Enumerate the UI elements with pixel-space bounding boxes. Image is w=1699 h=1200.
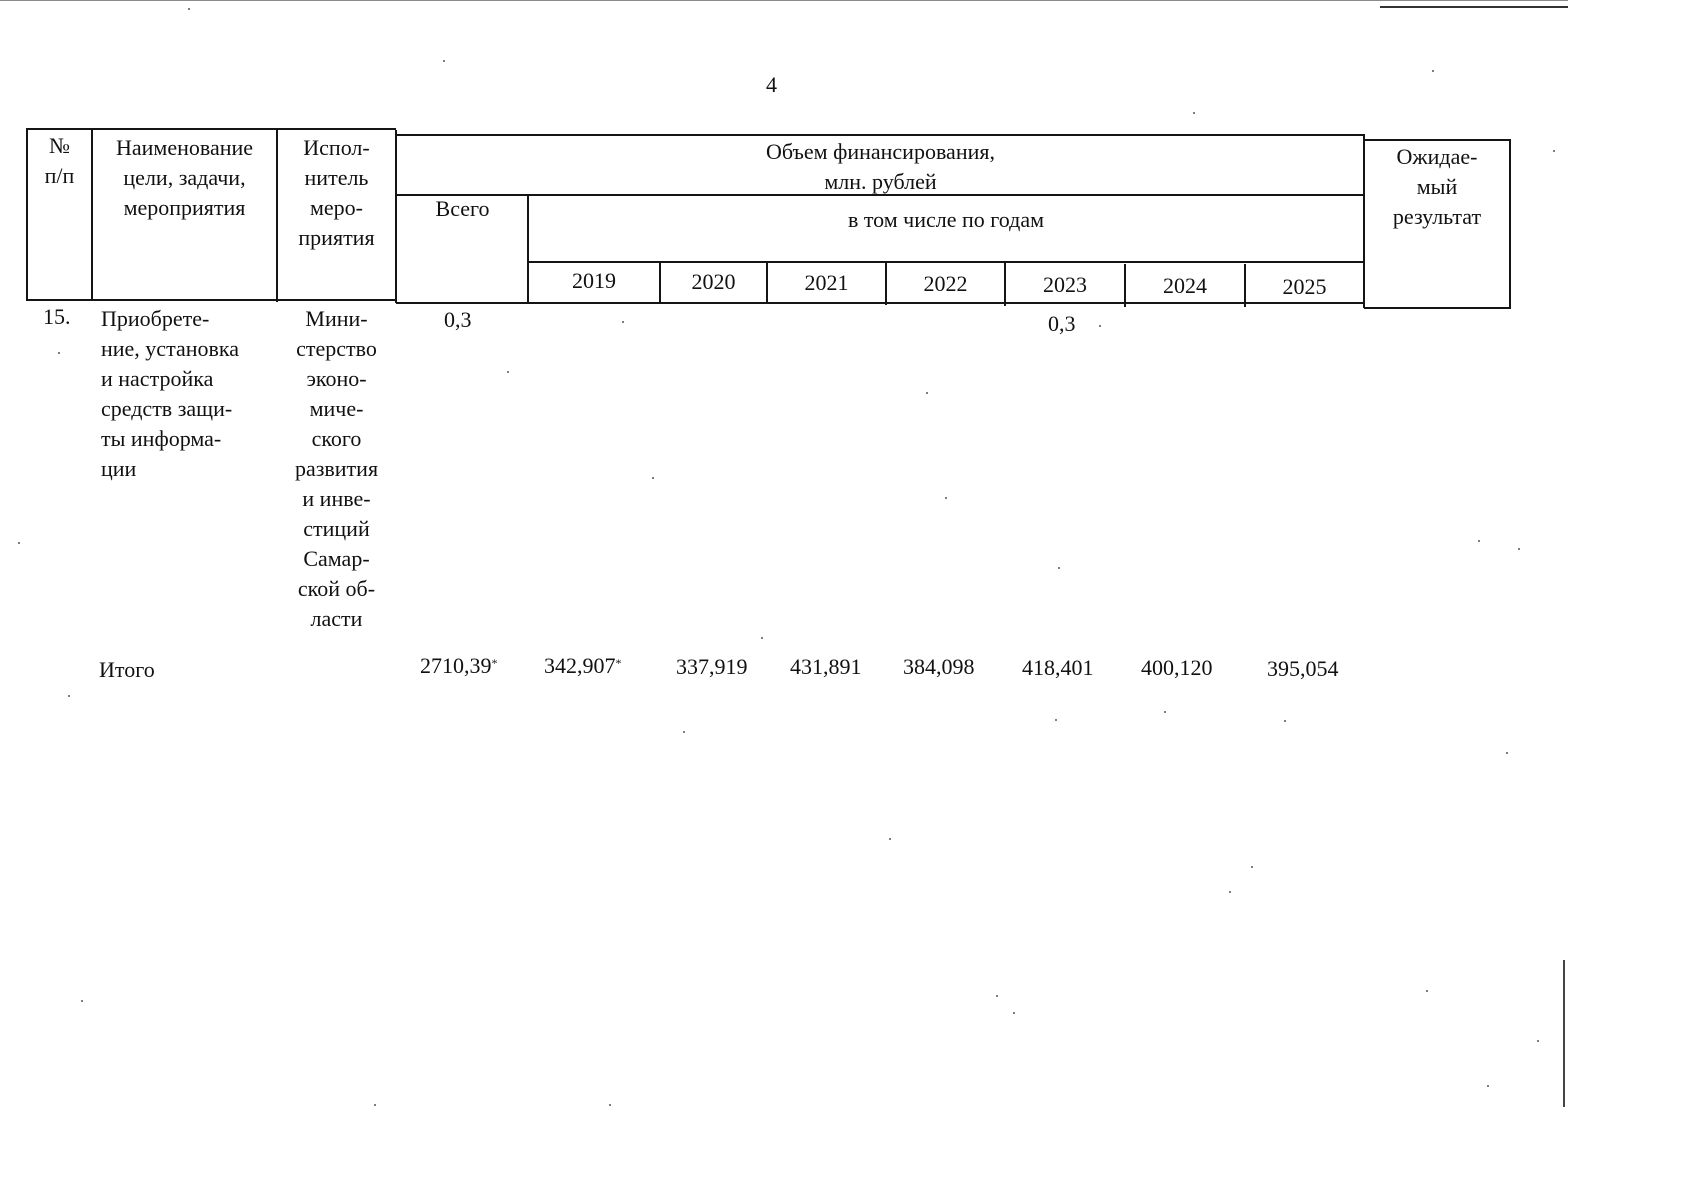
row-name: Приобрете- ние, установка и настройка средств защи- ты информа- ции — [101, 306, 240, 481]
itogo-year: 400,120 — [1141, 655, 1213, 680]
scan-speck — [1055, 719, 1057, 721]
itogo-year — [544, 651, 622, 681]
scan-speck — [996, 995, 998, 997]
row-executor: Мини- стерство эконо- миче- ского развития и инве- стиций Самар- ской об- ласти — [294, 306, 379, 631]
scan-speck — [1478, 540, 1480, 542]
scan-speck — [609, 1104, 611, 1106]
scan-speck — [1537, 1040, 1539, 1042]
header-total: Всего — [435, 196, 490, 221]
scan-speck — [1487, 1085, 1489, 1087]
header-year: 2020 — [691, 269, 736, 294]
scan-speck — [1164, 711, 1166, 713]
header-name: Наименование цели, задачи, мероприятия — [115, 135, 254, 220]
table-border-bottom — [396, 302, 1364, 304]
row-2023-value: 0,3 — [1048, 311, 1076, 336]
scan-speck — [507, 371, 509, 373]
row-num: 15. — [43, 304, 71, 329]
page-number: 4 — [766, 72, 777, 97]
scan-speck — [945, 497, 947, 499]
itogo-label: Итого — [99, 657, 155, 682]
scan-speck — [1432, 70, 1434, 72]
scan-speck — [652, 477, 654, 479]
scan-edge-line — [1563, 960, 1565, 1107]
scan-speck — [1284, 720, 1286, 722]
scan-speck — [1426, 990, 1428, 992]
table-border-bottom — [26, 299, 396, 301]
scan-speck — [1099, 325, 1101, 327]
scan-speck — [1518, 548, 1520, 550]
scan-speck — [1193, 112, 1195, 114]
scan-speck — [1058, 567, 1060, 569]
scan-speck — [443, 60, 445, 62]
footnote-mark: * — [491, 656, 498, 670]
row-total: 0,3 — [444, 307, 472, 332]
itogo-total-value: 2710,39 — [420, 653, 492, 678]
scan-speck — [1506, 752, 1508, 754]
itogo-year: 395,054 — [1267, 656, 1339, 681]
header-executor: Испол- нитель меро- приятия — [298, 135, 375, 250]
header-result: Ожидае- мый результат — [1392, 144, 1482, 229]
header-year: 2021 — [804, 270, 849, 295]
col-border — [1509, 139, 1511, 309]
scan-speck — [1013, 1012, 1015, 1014]
scan-speck — [622, 321, 624, 323]
table-border-bottom — [1364, 307, 1511, 309]
footnote-mark: * — [615, 656, 622, 670]
scan-speck — [889, 838, 891, 840]
header-funding: Объем финансирования, млн. рублей — [765, 139, 995, 194]
itogo-year: 418,401 — [1022, 655, 1094, 680]
header-year: 2019 — [572, 268, 616, 293]
itogo-total — [420, 651, 498, 681]
col-border — [395, 130, 397, 303]
scan-speck — [68, 695, 70, 697]
itogo-year: 431,891 — [790, 654, 862, 679]
scan-speck — [1553, 150, 1555, 152]
header-year: 2024 — [1163, 273, 1207, 298]
scan-speck — [926, 392, 928, 394]
scan-speck — [188, 8, 190, 10]
scan-speck — [1251, 866, 1253, 868]
itogo-year: 384,098 — [903, 654, 975, 679]
scan-speck — [81, 1000, 83, 1002]
scan-speck — [761, 637, 763, 639]
header-year: 2025 — [1282, 274, 1327, 299]
scan-edge-line — [0, 0, 1568, 1]
scan-speck — [374, 1104, 376, 1106]
itogo-year: 337,919 — [676, 654, 748, 679]
scan-speck — [683, 731, 685, 733]
scan-corner-line — [1380, 6, 1568, 8]
header-by-years: в том числе по годам — [847, 207, 1045, 232]
table-border-top — [26, 128, 396, 130]
header-year: 2022 — [923, 271, 968, 296]
scan-speck — [1229, 891, 1231, 893]
header-year: 2023 — [1043, 272, 1087, 297]
table-border-top — [396, 134, 1364, 136]
scan-speck — [58, 352, 60, 354]
years-divider — [527, 261, 1364, 263]
table-border-top — [1364, 139, 1511, 141]
scan-speck — [18, 542, 20, 544]
header-num: № п/п — [44, 133, 75, 188]
itogo-year-value: 342,907 — [544, 653, 616, 678]
